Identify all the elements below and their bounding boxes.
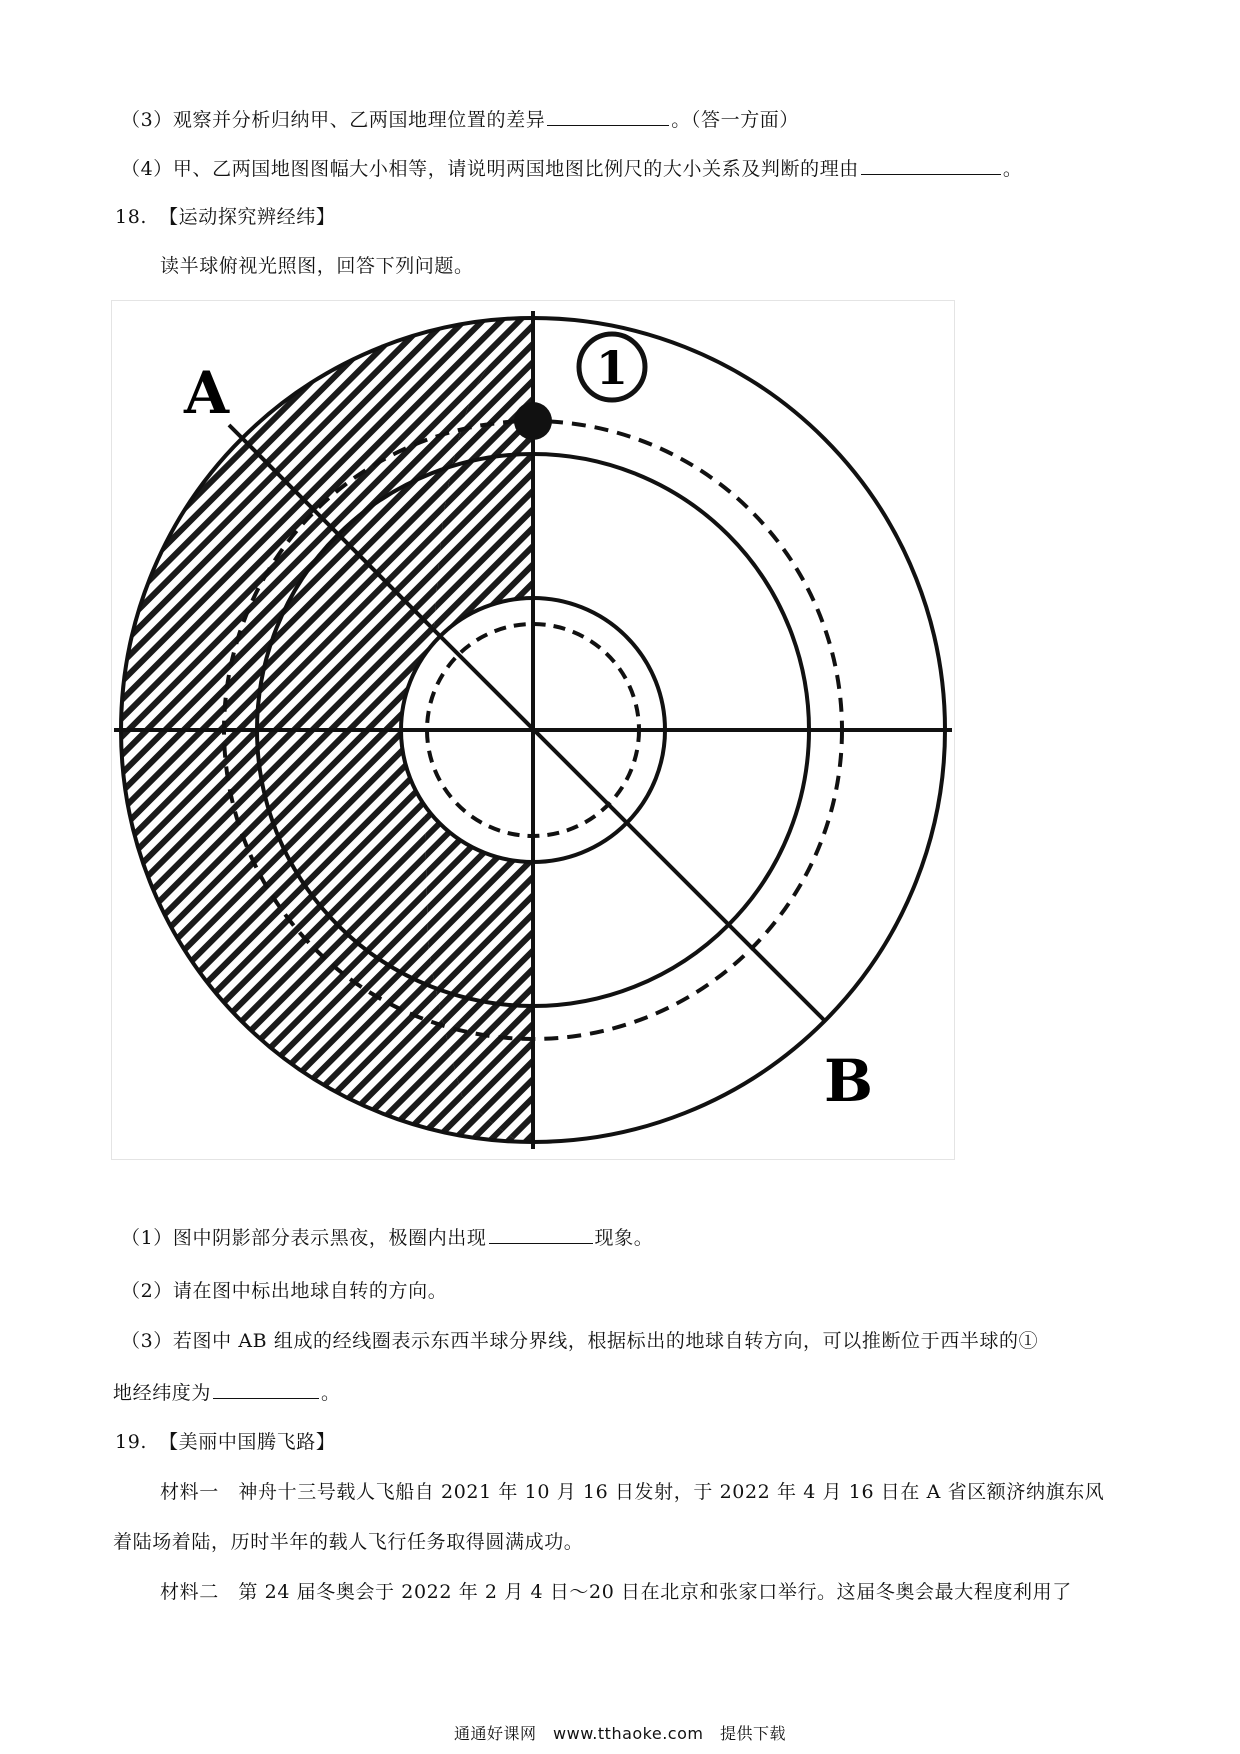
q18-part1: [121, 1223, 653, 1251]
q17-part4-text: （4）甲、乙两国地图图幅大小相等，请说明两国地图比例尺的大小关系及判断的理由: [121, 158, 859, 180]
q18-number: 18.: [115, 206, 148, 228]
point-1-label-text: 1: [595, 341, 629, 395]
q17-part4-blank: [861, 154, 1001, 175]
q18-part1-blank: [489, 1223, 593, 1244]
q18-part3: （3）若图中 AB 组成的经线圈表示东西半球分界线，根据标出的地球自转方向，可以推断位于西半球的①: [121, 1330, 1039, 1352]
label-b: B: [824, 1047, 874, 1115]
q17-part3-tail: 。（答一方面）: [671, 109, 799, 131]
page-footer: 通通好课网 www.tthaoke.com 提供下载: [454, 1724, 786, 1743]
q18-part1-tail: 现象。: [594, 1227, 654, 1249]
q19-title: 【美丽中国腾飞路】: [159, 1431, 336, 1453]
polar-illumination-figure: [111, 300, 955, 1160]
q19-number: 19.: [115, 1431, 148, 1453]
figure-svg: [112, 301, 954, 1159]
q18-title: 【运动探究辨经纬】: [159, 206, 336, 228]
q17-part3-blank: [547, 105, 669, 126]
q19-material1-line2: 着陆场着陆，历时半年的载人飞行任务取得圆满成功。: [113, 1531, 584, 1553]
q18-part3-blank: [213, 1378, 319, 1399]
q18-part3-tail: 。: [321, 1382, 341, 1404]
q17-part4-tail: 。: [1002, 158, 1023, 180]
q18-part3-cont-text: 地经纬度为: [113, 1382, 212, 1404]
q18-part2: （2）请在图中标出地球自转的方向。: [121, 1280, 448, 1302]
q18-part1-text: （1）图中阴影部分表示黑夜，极圈内出现: [121, 1227, 487, 1249]
q18-heading: [115, 204, 335, 230]
q19-material2-line1: 材料二 第 24 届冬奥会于 2022 年 2 月 4 日～20 日在北京和张家口举行。这届冬奥会最大程度利用了: [160, 1581, 1072, 1603]
q18-intro: 读半球俯视光照图，回答下列问题。: [160, 255, 474, 277]
q19-material1-line1: 材料一 神舟十三号载人飞船自 2021 年 10 月 16 日发射，于 2022 年 4 月 16 日在 A 省区额济纳旗东风: [160, 1481, 1105, 1503]
q19-heading: [115, 1429, 335, 1455]
q17-part3: [121, 105, 799, 133]
point-1-label: [579, 334, 645, 400]
q17-part4: [121, 154, 1023, 182]
q18-part3-cont: [113, 1378, 341, 1406]
label-a: A: [184, 359, 230, 427]
point-1-marker: [514, 402, 552, 440]
q17-part3-text: （3）观察并分析归纳甲、乙两国地理位置的差异: [121, 109, 546, 131]
